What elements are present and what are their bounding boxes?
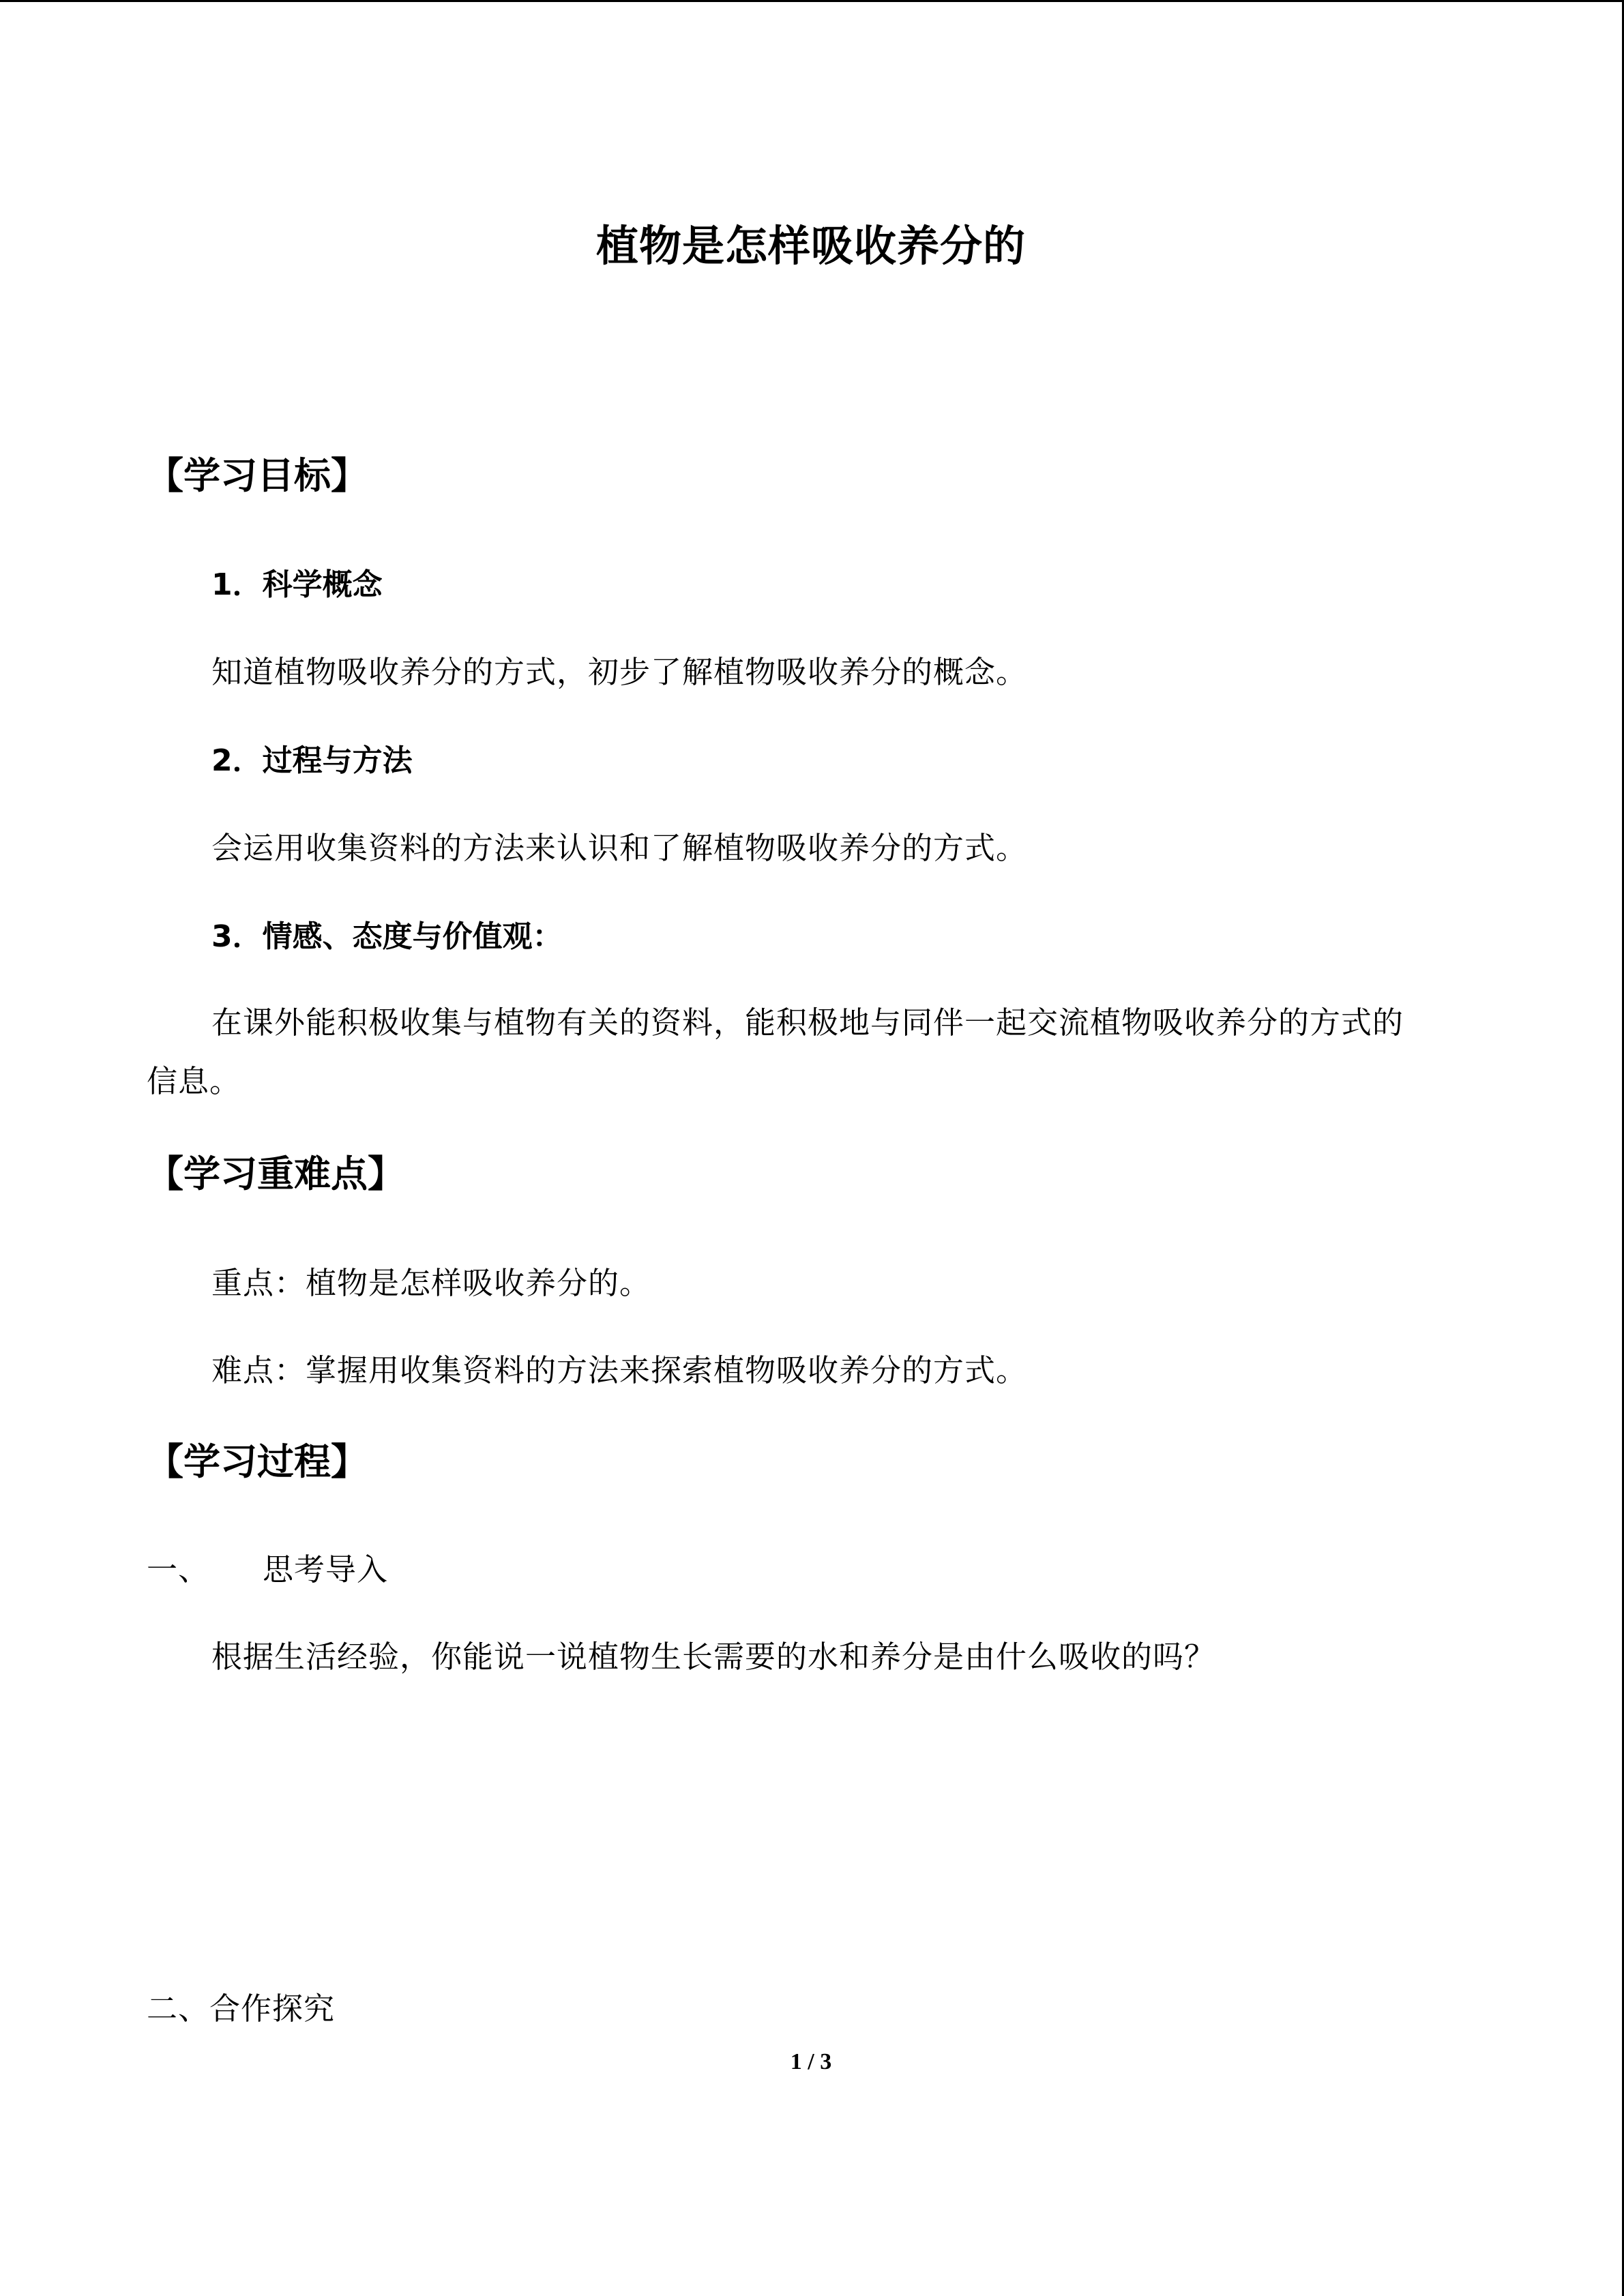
objective-3-text-line2: 信息。 — [147, 1063, 241, 1099]
step-1-question: 根据生活经验，你能说一说植物生长需要的水和养分是由什么吸收的吗？ — [211, 1639, 1216, 1675]
objective-2-label: 2．过程与方法 — [211, 743, 413, 778]
objective-1-text: 知道植物吸收养分的方式，初步了解植物吸收养分的概念。 — [211, 654, 1028, 690]
step-1-number: 一、 — [147, 1551, 210, 1587]
step-1-title: 思考导入 — [263, 1551, 389, 1587]
objective-3-label: 3．情感、态度与价值观： — [211, 919, 563, 954]
key-point-difficulty: 难点：掌握用收集资料的方法来探索植物吸收养分的方式。 — [211, 1352, 1028, 1388]
objectives-heading: 【学习目标】 — [147, 454, 368, 497]
objective-2-text: 会运用收集资料的方法来认识和了解植物吸收养分的方式。 — [211, 830, 1028, 866]
document-title: 植物是怎样吸收养分的 — [595, 221, 1026, 271]
process-heading: 【学习过程】 — [147, 1440, 368, 1483]
key-point-focus: 重点：植物是怎样吸收养分的。 — [211, 1265, 651, 1301]
objective-3-text-line1: 在课外能积极收集与植物有关的资料，能积极地与同伴一起交流植物吸收养分的方式的 — [211, 1004, 1404, 1041]
step-2-title: 二、合作探究 — [147, 1991, 336, 2027]
objective-1-label: 1．科学概念 — [211, 567, 383, 602]
page-number: 1 / 3 — [790, 2049, 832, 2074]
key-points-heading: 【学习重难点】 — [147, 1152, 404, 1195]
